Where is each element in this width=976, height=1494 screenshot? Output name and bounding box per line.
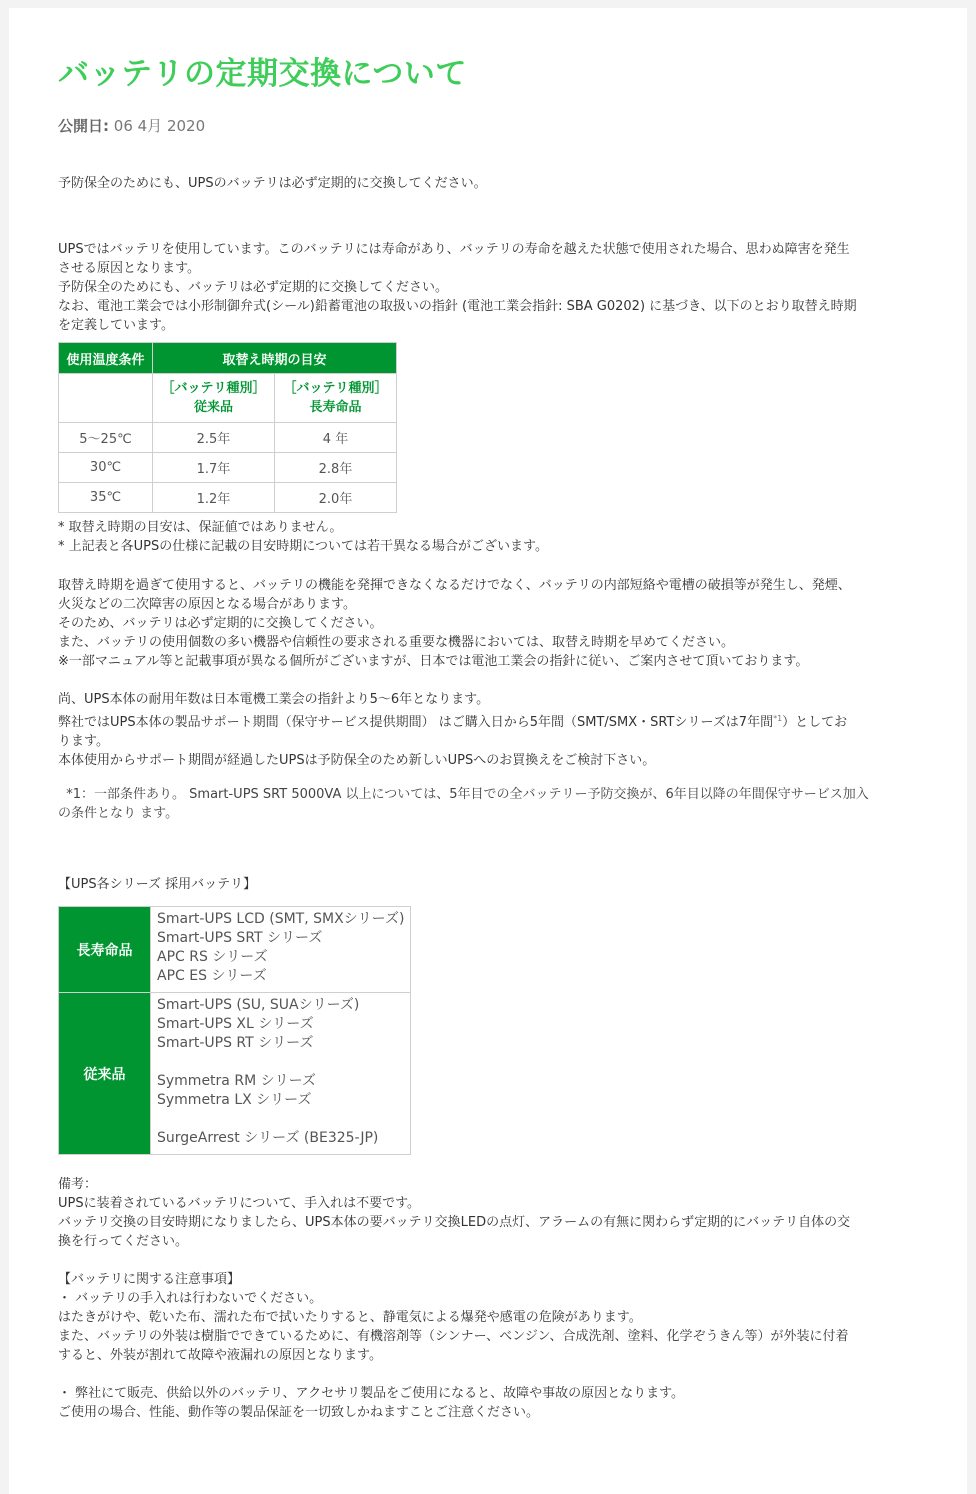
list-item: Symmetra RM シリーズ: [157, 1073, 316, 1089]
page: [9, 8, 967, 1494]
cell-long: 2.8年: [275, 453, 397, 483]
subheader-standard: [153, 374, 275, 423]
series-battery-table: [58, 906, 411, 1155]
text-line: の条件となり ます。: [58, 806, 179, 821]
text-line: 尚、UPS本体の耐用年数は日本電機工業会の指針より5〜6年となります。: [58, 692, 490, 707]
paragraph-risks: [58, 576, 851, 671]
text-line: 取替え時期を過ぎて使用すると、バッテリの機能を発揮できなくなるだけでなく、バッテリの内部短絡や電槽の破損等が発生し、発煙、: [58, 578, 851, 593]
cell-temp: 5〜25℃: [59, 423, 153, 453]
text-line: UPSではバッテリを使用しています。このバッテリには寿命があり、バッテリの寿命を越えた状態で使用された場合、思わぬ障害を発生: [58, 242, 850, 257]
battery-cautions-2: [58, 1384, 684, 1422]
text-line: *1：一部条件あり。 Smart-UPS SRT 5000VA 以上については、5年目での全バッテリー予防交換が、6年目以降の年間保守サービス加入: [58, 787, 869, 802]
list-item: APC ES シリーズ: [157, 968, 267, 984]
text-line: 備考：: [58, 1177, 98, 1192]
text-line: ご使用の場合、性能、動作等の製品保証を一切致しかねますことご注意ください。: [58, 1405, 540, 1420]
battery-cautions: [58, 1270, 848, 1365]
subheader-name: 従来品: [193, 400, 233, 415]
page-title: バッテリの定期交換について: [58, 56, 467, 92]
text-line: 換を行ってください。: [58, 1234, 189, 1249]
cell-standard: 1.2年: [153, 483, 275, 513]
text-line: また、バッテリの使用個数の多い機器や信頼性の要求される重要な機器においては、取替え時期を早めてください。: [58, 635, 735, 650]
text-line: はたきがけや、乾いた布、濡れた布で拭いたりすると、静電気による爆発や感電の危険があります。: [58, 1310, 642, 1325]
intro-paragraph: [58, 174, 487, 193]
paragraph-support: [58, 690, 847, 770]
text-line: また、バッテリの外装は樹脂でできているために、有機溶剤等（シンナー、ベンジン、合成洗剤、塗料、化学ぞうきん等）が外装に付着: [58, 1329, 849, 1344]
header-condition: 使用温度条件: [59, 343, 153, 374]
series-heading: [58, 875, 256, 894]
list-item: Smart-UPS LCD (SMT, SMXシリーズ): [157, 911, 405, 927]
remarks: [58, 1175, 850, 1251]
text-line: ※一部マニュアル等と記載事項が異なる個所がございますが、日本では電池工業会の指針に従い、ご案内させて頂いております。: [58, 654, 809, 669]
list-item: Smart-UPS XL シリーズ: [157, 1016, 314, 1032]
text-line: を定義しています。: [58, 318, 174, 333]
table-row: [59, 423, 397, 453]
subheader-type: ［バッテリ種別］: [161, 381, 266, 396]
text-line: そのため、バッテリは必ず定期的に交換してください。: [58, 616, 383, 631]
list-item: Smart-UPS SRT シリーズ: [157, 930, 323, 946]
list-item: APC RS シリーズ: [157, 949, 268, 965]
list-item: Smart-UPS (SU, SUAシリーズ): [157, 997, 360, 1013]
replacement-period-table: [58, 342, 397, 513]
text-line: 本体使用からサポート期間が経過したUPSは予防保全のため新しいUPSへのお買換えをご検討下さい。: [58, 753, 656, 768]
subheader-type: ［バッテリ種別］: [283, 381, 388, 396]
text-line: 予防保全のためにも、バッテリは必ず定期的に交換してください。: [58, 280, 449, 295]
text-line: させる原因となります。: [58, 261, 200, 276]
list-item: Smart-UPS RT シリーズ: [157, 1035, 314, 1051]
long-life-series-list: [151, 907, 411, 993]
note-line: * 上記表と各UPSの仕様に記載の目安時期については若干異なる場合がございます。: [58, 539, 548, 554]
text-line: 火災などの二次障害の原因となる場合があります。: [58, 597, 356, 612]
standard-series-list: [151, 993, 411, 1155]
table-row: [59, 993, 411, 1155]
cell-temp: 30℃: [59, 453, 153, 483]
text-line: バッテリ交換の目安時期になりましたら、UPS本体の要バッテリ交換LEDの点灯、アラームの有無に関わらず定期的にバッテリ自体の交: [58, 1215, 851, 1230]
label-long-life: 長寿命品: [59, 907, 151, 993]
table-row: [59, 907, 411, 993]
text-segment: 弊社ではUPS本体の製品サポート期間（保守サービス提供期間） はご購入日から5年間（SMT/SMX・SRTシリーズは7年間: [58, 715, 774, 730]
text-line: なお、電池工業会では小形制御弁式(シール)鉛蓄電池の取扱いの指針 (電池工業会指針: SBA G0202) に基づき、以下のとおり取替え時期: [58, 299, 857, 314]
subheader-name: 長寿命品: [309, 400, 362, 415]
series-heading-text: 【UPS各シリーズ 採用バッテリ】: [58, 877, 257, 892]
cell-long: 4 年: [275, 423, 397, 453]
empty-cell: [59, 374, 153, 423]
text-line: ります。: [58, 734, 109, 749]
table-notes: [58, 518, 548, 556]
text-line: すると、外装が割れて故障や液漏れの原因となります。: [58, 1348, 382, 1363]
publish-date-label: 公開日:: [58, 117, 109, 135]
table-row: [59, 453, 397, 483]
table-row: [59, 483, 397, 513]
paragraph-battery-life: [58, 240, 857, 335]
list-item: [157, 1110, 404, 1129]
text-line: [58, 709, 847, 732]
footnote: [58, 785, 869, 823]
cell-temp: 35℃: [59, 483, 153, 513]
cell-long: 2.0年: [275, 483, 397, 513]
publish-date: [58, 115, 205, 136]
cell-standard: 2.5年: [153, 423, 275, 453]
subheader-long-life: [275, 374, 397, 423]
note-line: * 取替え時期の目安は、保証値ではありません。: [58, 520, 343, 535]
intro-text: 予防保全のためにも、UPSのバッテリは必ず定期的に交換してください。: [58, 176, 487, 191]
text-segment: ）としてお: [782, 715, 848, 730]
text-line: ・ 弊社にて販売、供給以外のバッテリ、アクセサリ製品をご使用になると、故障や事故の原因となります。: [58, 1386, 685, 1401]
label-standard: 従来品: [59, 993, 151, 1155]
header-period: 取替え時期の目安: [153, 343, 397, 374]
list-item: Symmetra LX シリーズ: [157, 1092, 312, 1108]
text-line: 【バッテリに関する注意事項】: [58, 1272, 241, 1287]
text-line: UPSに装着されているバッテリについて、手入れは不要です。: [58, 1196, 421, 1211]
footnote-marker: *1: [773, 714, 783, 723]
list-item: SurgeArrest シリーズ (BE325-JP): [157, 1130, 379, 1146]
list-item: [157, 1053, 404, 1072]
publish-date-value: 06 4月 2020: [113, 117, 206, 135]
cell-standard: 1.7年: [153, 453, 275, 483]
text-line: ・ バッテリの手入れは行わないでください。: [58, 1291, 323, 1306]
